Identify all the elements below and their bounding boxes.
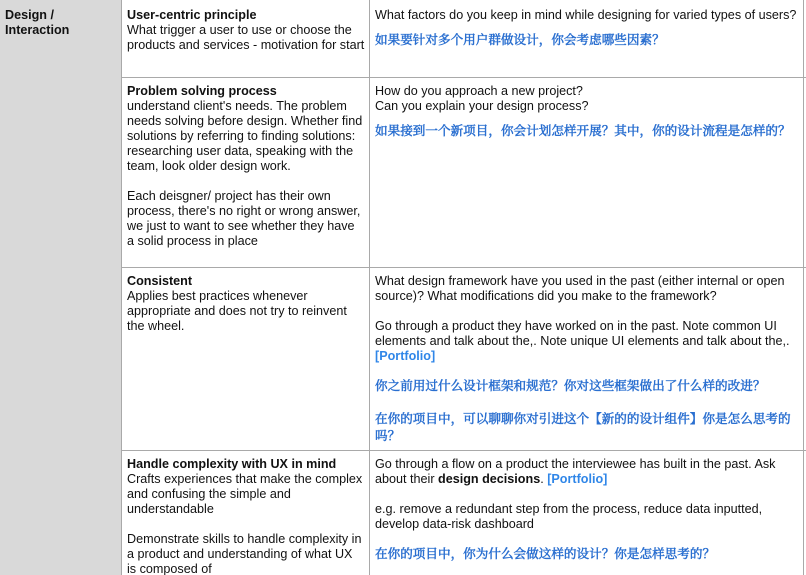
grid-line [121, 450, 806, 451]
criterion-description: What trigger a user to use or choose the products and services - motivation for start [127, 23, 365, 52]
question-english: What factors do you keep in mind while designing for varied types of users? [375, 8, 797, 22]
question-english: Can you explain your design process? [375, 99, 589, 113]
question-english [375, 457, 799, 487]
question-english: What design framework have you used in the past (either internal or open source)? What modifications did you make to the framework? [375, 274, 785, 303]
criterion-cell [127, 8, 365, 53]
question-english-text: Go through a product they have worked on in the past. Note common UI elements and talk about the,. Note unique UI elements and talk about the,. [375, 319, 790, 348]
question-english-text: Go through a flow on a product the interviewee has built in the past. Ask about their [375, 457, 776, 486]
question-cell [375, 8, 799, 48]
portfolio-link[interactable]: [Portfolio] [547, 472, 608, 486]
criterion-description: Applies best practices whenever appropriate and does not try to reinvent the wheel. [127, 289, 347, 333]
category-label: Design / Interaction [5, 8, 70, 37]
question-english: How do you approach a new project? [375, 84, 583, 98]
criterion-title: User-centric principle [127, 8, 257, 22]
criterion-cell [127, 84, 365, 249]
question-example: e.g. remove a redundant step from the process, reduce data inputted, develop data-risk dashboard [375, 502, 763, 531]
question-english-emphasis: design decisions [438, 472, 541, 486]
criterion-description: understand client's needs. The problem needs solving before design. Whether find solutions by referring to finding solutions: researching user data, speaking with the team, look older design work. [127, 99, 363, 173]
grid-line [121, 77, 806, 78]
question-cell [375, 457, 799, 562]
grid-line [369, 0, 370, 575]
question-chinese: 在你的项目中，可以聊聊你对引进这个【新的的设计组件】你是怎么思考的吗？ [375, 412, 791, 443]
criterion-cell [127, 274, 365, 334]
question-cell [375, 84, 799, 139]
grid-line [121, 0, 122, 575]
question-chinese: 在你的项目中，你为什么会做这样的设计？你是怎样思考的？ [375, 547, 716, 561]
question-chinese: 如果接到一个新项目，你会计划怎样开展？其中，你的设计流程是怎样的？ [375, 124, 791, 138]
grid-line [121, 267, 806, 268]
criterion-title: Problem solving process [127, 84, 277, 98]
criterion-description: Crafts experiences that make the complex and confusing the simple and understandable [127, 472, 363, 516]
question-chinese: 你之前用过什么设计框架和规范？你对这些框架做出了什么样的改进？ [375, 379, 766, 393]
criterion-title: Handle complexity with UX in mind [127, 457, 337, 471]
grid-line [803, 0, 804, 575]
criterion-cell [127, 457, 365, 575]
question-cell [375, 274, 799, 445]
portfolio-link[interactable]: [Portfolio] [375, 349, 436, 363]
criterion-description-note: Demonstrate skills to handle complexity in a product and understanding of what UX is composed of [127, 532, 362, 575]
category-column [0, 0, 121, 575]
criterion-title: Consistent [127, 274, 193, 288]
criterion-description-note: Each deisgner/ project has their own process, there's no right or wrong answer, we just to want to see whether they have a solid process in place [127, 189, 361, 248]
question-english-period: . [540, 472, 544, 486]
question-english [375, 319, 799, 364]
question-chinese: 如果要针对多个用户群做设计，你会考虑哪些因素？ [375, 33, 665, 47]
